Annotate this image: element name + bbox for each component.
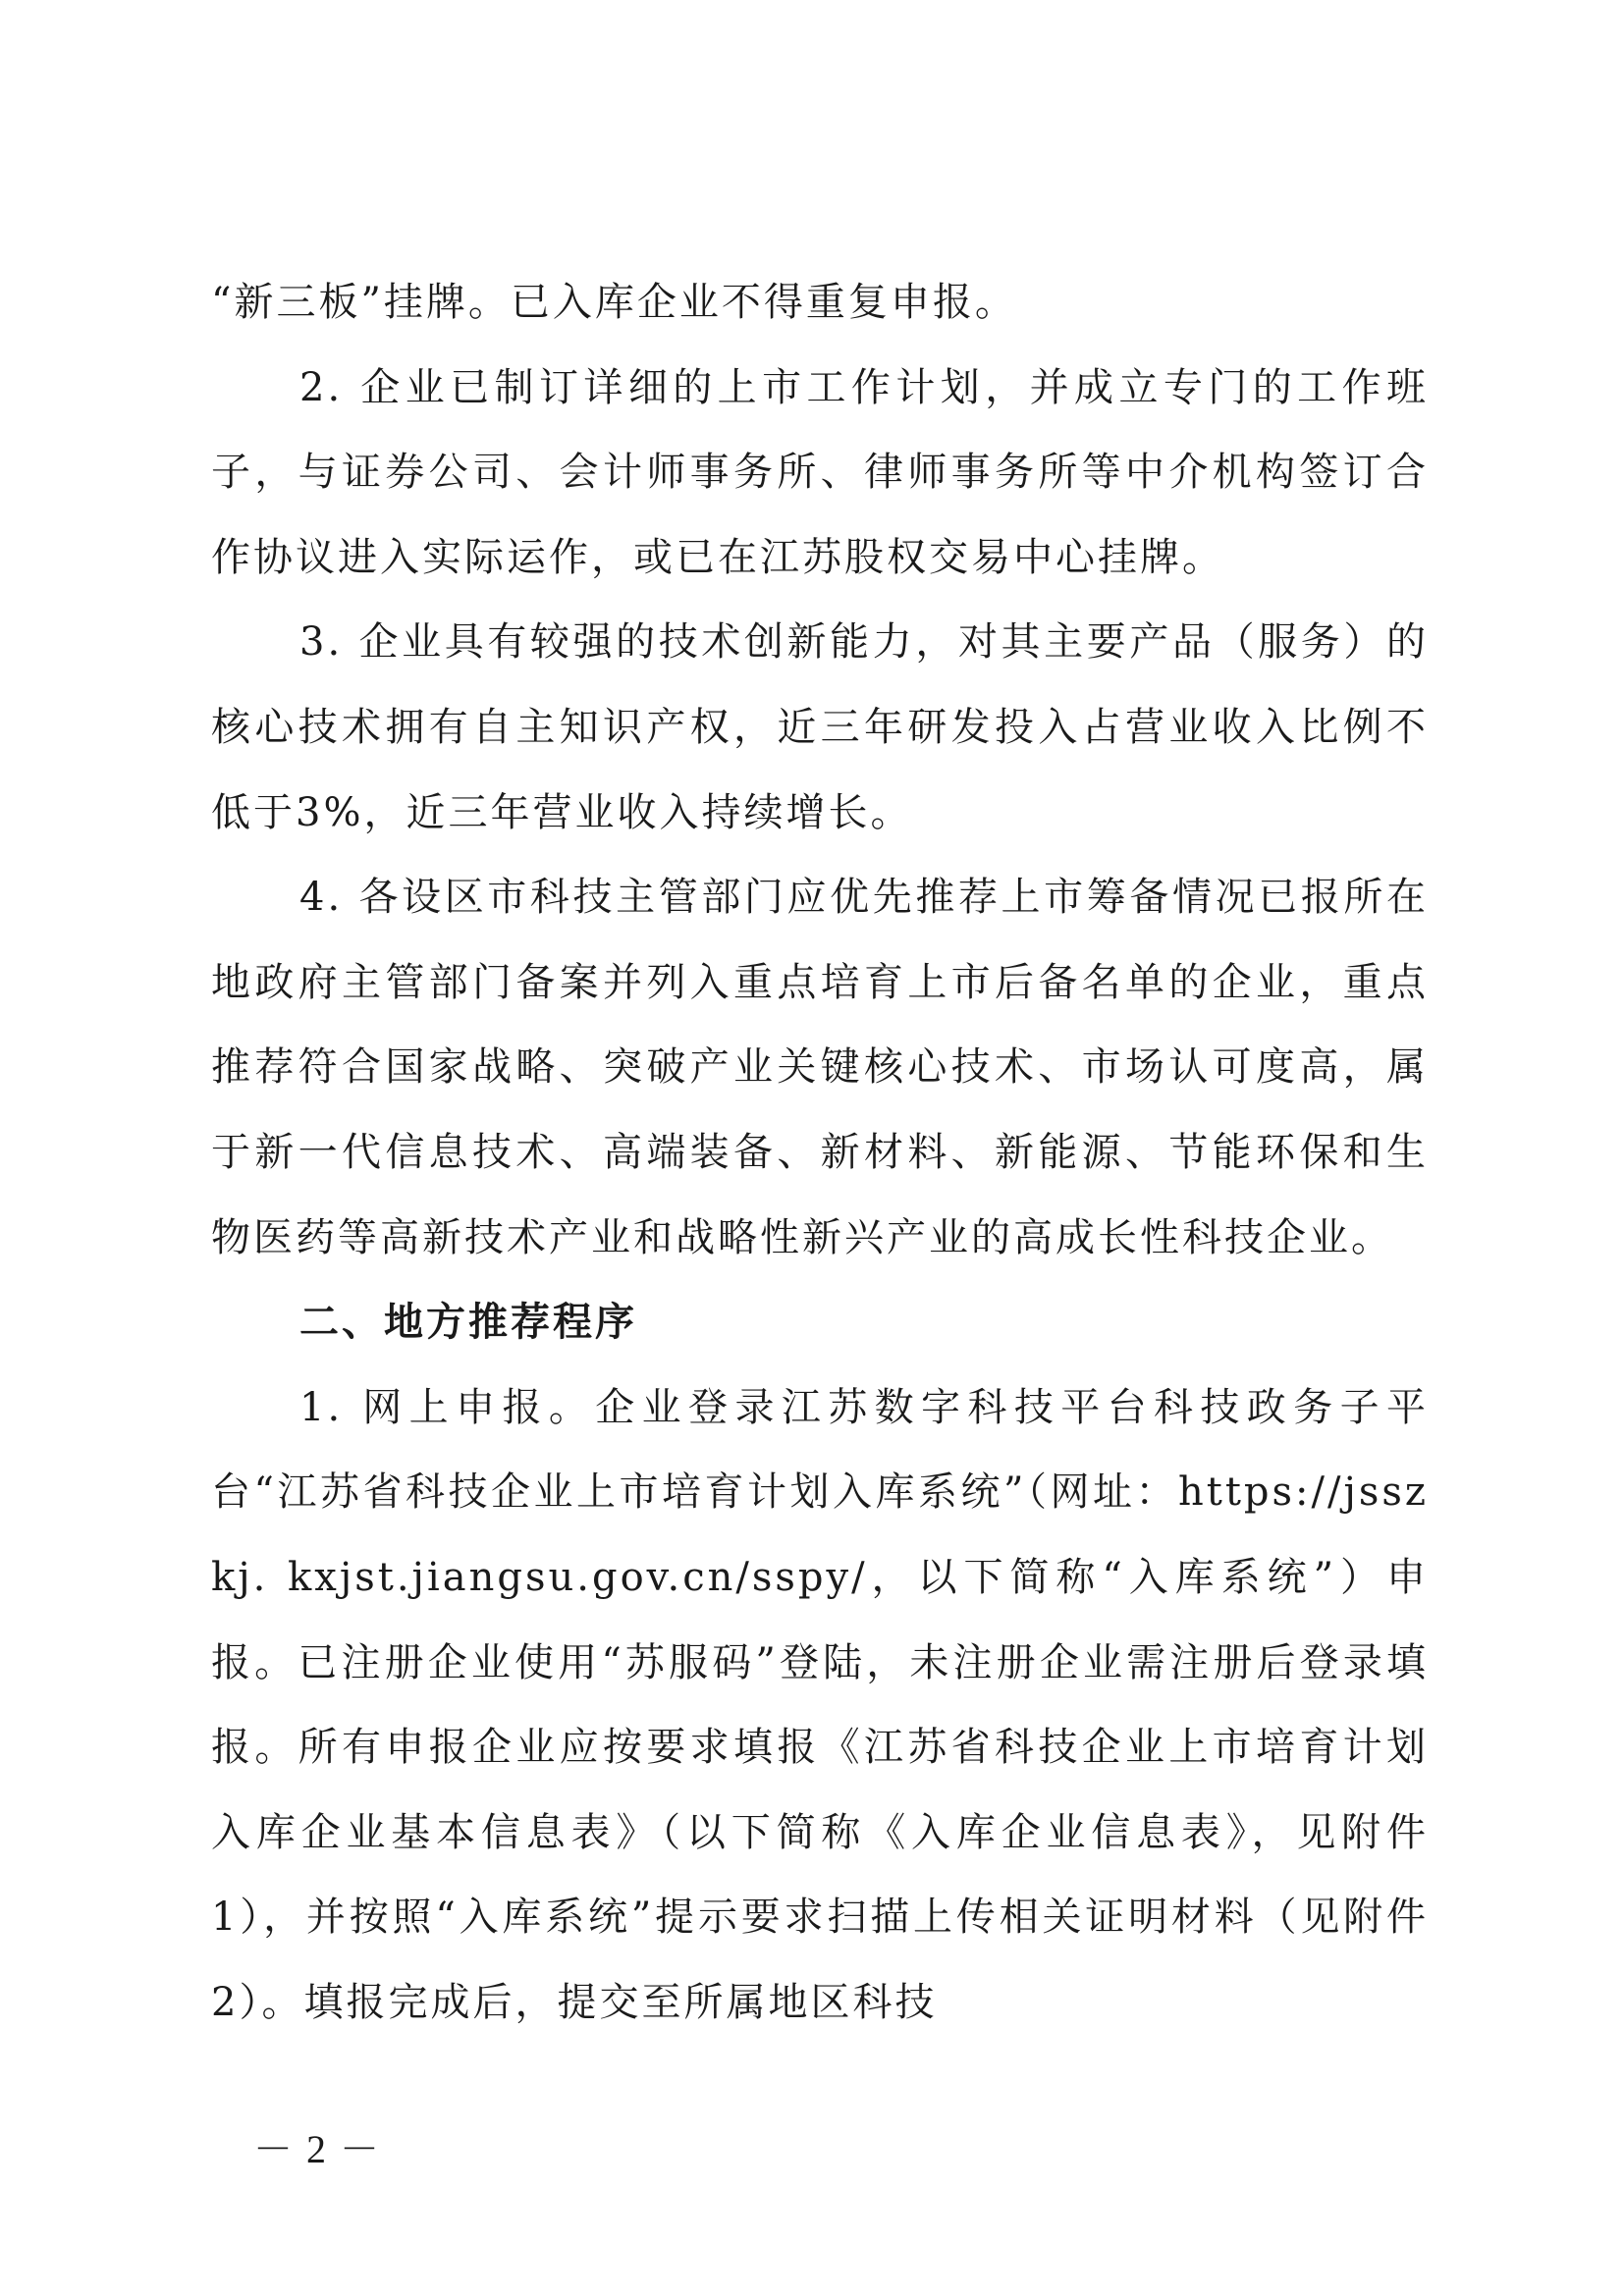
page-number: － 2 － bbox=[253, 2127, 381, 2171]
section-heading: 二、地方推荐程序 bbox=[299, 1300, 637, 1346]
procedure-item-1: 1. 网上申报。企业登录江苏数字科技平台科技政务子平台“江苏省科技企业上市培育计划入库系统”（网址：https://jsszkj. kxjst.jiangsu.gov.cn/sspy/，以下简称“入库系统”）申报。已注册企业使用“苏服码”登陆，未注册企业需注册后登录填报。所有申报企业应按要求填报《江苏省科技企业上市培育计划入库企业基本信息表》（以下简称《入库企业信息表》，见附件1），并按照“入库系统”提示要求扫描上传相关证明材料（见附件2）。填报完成后，提交至所属地区科技 bbox=[211, 1384, 1429, 2025]
paragraph-continuation: “新三板”挂牌。已入库企业不得重复申报。 bbox=[211, 280, 1017, 325]
paragraph-item-2: 2. 企业已制订详细的上市工作计划，并成立专门的工作班子，与证券公司、会计师事务所、律师事务所等中介机构签订合作协议进入实际运作，或已在江苏股权交易中心挂牌。 bbox=[211, 364, 1429, 580]
paragraph-item-3: 3. 企业具有较强的技术创新能力，对其主要产品（服务）的核心技术拥有自主知识产权，近三年研发投入占营业收入比例不低于3%，近三年营业收入持续增长。 bbox=[211, 619, 1429, 835]
document-body bbox=[211, 260, 1429, 2045]
paragraph-item-4: 4. 各设区市科技主管部门应优先推荐上市筹备情况已报所在地政府主管部门备案并列入重点培育上市后备名单的企业，重点推荐符合国家战略、突破产业关键核心技术、市场认可度高，属于新一代信息技术、高端装备、新材料、新能源、节能环保和生物医药等高新技术产业和战略性新兴产业的高成长性科技企业。 bbox=[211, 875, 1429, 1260]
